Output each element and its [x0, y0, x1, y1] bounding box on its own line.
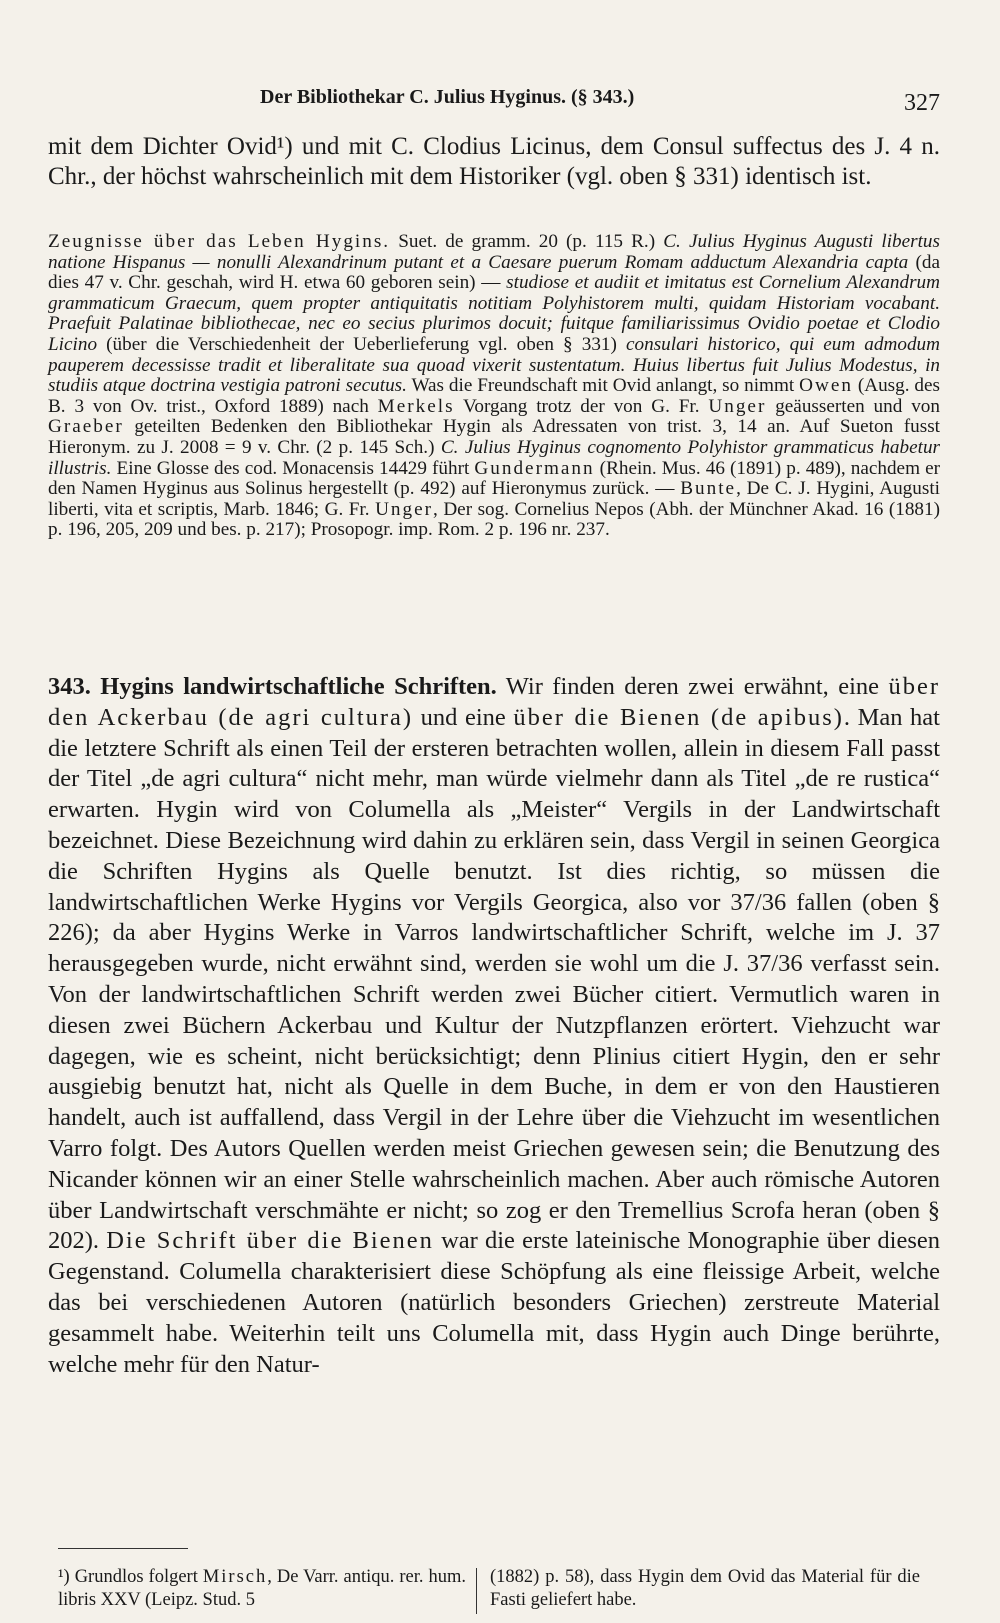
section-343 [48, 672, 940, 1380]
author-name: Bunte [680, 478, 737, 500]
testimonia-latin: studiose et audiit et imitatus est Cornelium Alexandrum grammaticum Graecum, quem propter antiquitatis notitiam Polyhistorem multi, quidam Historiam vocabant. Praefuit Palatinae bibliothecae, nec eo secius plurimos docuit; fuitque familiarissimus Ovidio poetae et Clodio Licino [48, 272, 940, 355]
section-spaced-title: über den Ackerbau (de agri cultura) [48, 673, 940, 731]
testimonia-latin: consulari historico, qui eum admodum pauperem decessisse tradit et liberalitate sua quoad vixerit sustentatum. Huius libertus fuit Julius Modestus, in studiis atque doctrina vestigia patroni secutus. [48, 333, 940, 397]
testimonia-text: , De C. J. Hygini, Augusti liberti, vita et scriptis, Marb. 1846; G. Fr. [48, 478, 940, 520]
testimonia-text: Eine Glosse des cod. Monacensis 14429 führt [111, 457, 475, 479]
testimonia-text: Vorgang trotz der von G. Fr. [454, 395, 709, 417]
testimonia-text: (über die Verschiedenheit der Ueberlieferung vgl. oben § 331) [97, 333, 626, 355]
section-heading: 343. Hygins landwirtschaftliche Schriften. [48, 673, 497, 700]
intro-paragraph: mit dem Dichter Ovid¹) und mit C. Clodius Licinus, dem Consul suffectus des J. 4 n. Chr., der höchst wahrscheinlich mit dem Historiker (vgl. oben § 331) identisch ist. [48, 133, 940, 190]
footnote-text: ¹) Grundlos folgert [58, 1567, 203, 1587]
author-name: Gundermann [474, 457, 595, 479]
footnote-text: , De Varr. antiqu. rer. hum. libris XXV (Leipz. Stud. 5 [58, 1567, 466, 1610]
testimonia-label: Zeugnisse über das Leben Hygins. [48, 231, 391, 252]
page-number: 327 [904, 90, 940, 116]
author-name: Owen [799, 375, 853, 397]
testimonia-paragraph [48, 232, 940, 541]
running-title: Der Bibliothekar C. Julius Hyginus. (§ 343.) [260, 86, 635, 108]
testimonia-text: (da dies 47 v. Chr. geschah, wird H. etwa 60 geboren sein) — [48, 251, 940, 294]
testimonia-text: Suet. de gramm. 20 (p. 115 R.) [390, 231, 664, 252]
section-text: und eine [413, 703, 514, 731]
section-spaced-title: über die Bienen (de apibus) [513, 703, 844, 731]
testimonia-latin: C. Julius Hyginus Augusti libertus natione Hispanus — nonulli Alexandrinum putant et a Caesare puerum Romam adductum Alexandria capta [48, 231, 940, 273]
author-name: Mirsch [202, 1567, 268, 1587]
section-text: Wir finden deren zwei erwähnt, eine [496, 673, 889, 700]
testimonia-text: , Der sog. Cornelius Nepos (Abh. der Münchner Akad. 16 (1881) p. 196, 205, 209 und bes. p. 217); Prosopogr. imp. Rom. 2 p. 196 nr. 237. [48, 498, 940, 541]
footnote-rule [58, 1548, 188, 1549]
author-name: Merkels [377, 395, 455, 417]
section-text: war die erste lateinische Monographie über diesen Gegenstand. Columella charakterisiert diese Schöpfung als eine fleissige Arbeit, welche das bei verschiedenen Autoren (natürlich besonders Griechen) zerstreute Material gesammelt habe. Weiterhin teilt uns Columella mit, dass Hygin auch Dinge berührte, welche mehr für den Natur- [48, 1227, 940, 1378]
testimonia-text: (Rhein. Mus. 46 (1891) p. 489), nachdem er den Namen Hyginus aus Solinus hergestellt (p. 492) auf Hieronymus zurück. — [48, 457, 940, 500]
running-header [260, 86, 940, 116]
testimonia-text: (Ausg. des B. 3 von Ov. trist., Oxford 1889) nach [48, 375, 940, 417]
author-name: Unger [708, 395, 767, 417]
footnote-column-divider [476, 1568, 477, 1614]
section-text: . Man hat die letztere Schrift als einen Teil der ersteren betrachten wollen, allein in diesem Fall passt der Titel „de agri cultura“ nicht mehr, man würde vielmehr dann als Titel „de re rustica“ erwarten. Hygin wird von Columella als „Meister“ Vergils in der Landwirtschaft bezeichnet. Diese Bezeichnung wird dahin zu erklären sein, dass Vergil in seinen Georgica die Schriften Hygins als Quelle benutzt. Ist dies richtig, so müssen die landwirtschaftlichen Werke Hygins vor Vergils Georgica, also vor 37/36 fallen (oben § 226); da aber Hygins Werke in Varros landwirtschaftlicher Schrift, welche im J. 37 herausgegeben wurde, nicht erwähnt sind, werden sie wohl um die J. 37/36 verfasst sein. Von der landwirtschaftlichen Schrift werden zwei Bücher citiert. Vermutlich waren in diesen zwei Büchern Ackerbau und Kultur der Nutzpflanzen erörtert. Viehzucht war dagegen, wie es scheint, nicht berücksichtigt; denn Plinius citiert Hygin, den er sehr ausgiebig benutzt hat, nicht als Quelle in dem Buche, in dem er von den Haustieren handelt, auch ist auffallend, dass Vergil in der Lehre über die Viehzucht im wesentlichen Varro folgt. Des Autors Quellen werden meist Griechen gewesen sein; die Benutzung des Nicander können wir an einer Stelle wahrscheinlich machen. Aber auch römische Autoren über Landwirtschaft verschmähte er nicht; so zog er den Tremellius Scrofa heran (oben § 202). [48, 703, 940, 1255]
testimonia-text: geteilten Bedenken den Bibliothekar Hygin als Adressaten von trist. 3, 14 an. Auf Sueton fusst Hieronym. zu J. 2008 = 9 v. Chr. (2 p. 145 Sch.) [48, 416, 940, 458]
testimonia-latin: C. Julius Hyginus cognomento Polyhistor grammaticus habetur illustris. [48, 436, 941, 479]
author-name: Graeber [48, 416, 124, 438]
testimonia-text: geäusserten und von [766, 395, 940, 417]
testimonia-text: Was die Freundschaft mit Ovid anlangt, so nimmt [406, 375, 800, 397]
footnote-right-column: (1882) p. 58), dass Hygin dem Ovid das Material für die Fasti geliefert habe. [490, 1567, 920, 1610]
section-spaced-title: Die Schrift über die Bienen [106, 1227, 434, 1255]
footnote-left-column [58, 1566, 466, 1612]
author-name: Unger [375, 498, 434, 520]
